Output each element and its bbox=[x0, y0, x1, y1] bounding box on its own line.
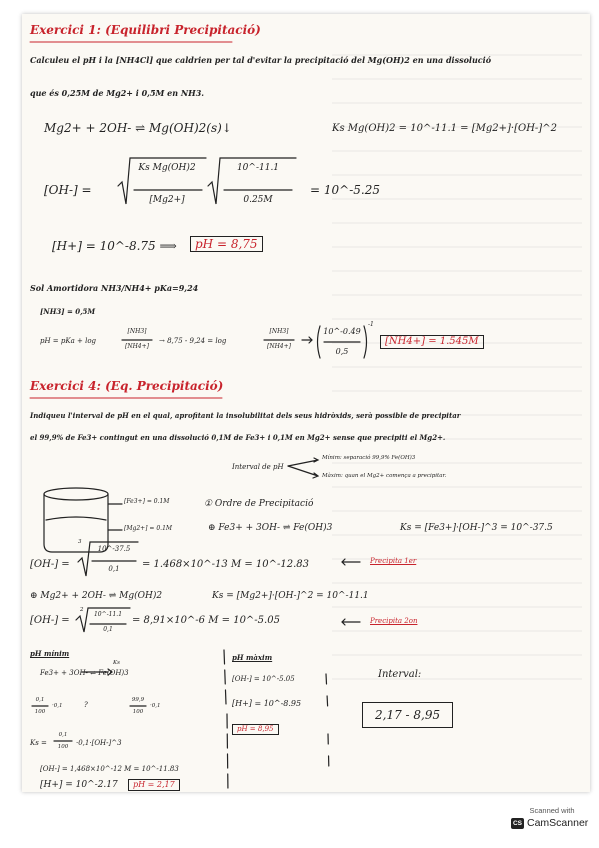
ex4-mg-concentration: [Mg2+] = 0.1M bbox=[124, 525, 173, 532]
ex1-frac1-den: [NH4+] bbox=[124, 343, 149, 350]
ex1-frac3-den: 0,5 bbox=[335, 347, 349, 356]
ex4-order-title: ① Ordre de Precipitació bbox=[204, 499, 314, 509]
beaker-rim bbox=[44, 488, 108, 500]
ex1-oh-numerator: Ks Mg(OH)2 bbox=[138, 163, 196, 173]
ex1-sqrt2 bbox=[208, 158, 296, 204]
ex4-oh1-lhs: [OH-] = bbox=[30, 559, 70, 570]
ex4-fe-ks: Ks = [Fe3+]·[OH-]^3 = 10^-37.5 bbox=[400, 523, 553, 533]
ex1-frac3-num: 10^-0.49 bbox=[323, 327, 361, 336]
camscanner-logo-icon: CS bbox=[512, 819, 523, 827]
ex1-ph-equation-lhs: pH = pKa + log bbox=[40, 337, 97, 345]
phmin-frac2-mult: ·0,1 bbox=[150, 703, 161, 709]
phmin-h: [H+] = 10^-2.17 bbox=[40, 780, 118, 790]
scanned-page bbox=[22, 14, 590, 792]
phmin-oh: [OH-] = 1,468×10^-12 M = 10^-11.83 bbox=[40, 765, 179, 773]
ex1-frac2-den: [NH4+] bbox=[266, 343, 291, 350]
ex4-oh2-root-index: 2 bbox=[80, 607, 84, 613]
ex4-interval-label: Interval de pH bbox=[232, 463, 284, 471]
ex1-sqrt1 bbox=[118, 158, 206, 204]
phmin-eq-arrow bbox=[82, 669, 112, 675]
ex1-oh-numerator-value: 10^-11.1 bbox=[236, 163, 280, 173]
handwriting-strokes bbox=[22, 14, 590, 792]
beaker-label-ticks bbox=[108, 504, 122, 530]
phmin-frac2-num: 99,9 bbox=[131, 697, 145, 703]
phmin-ks-rhs: ·0,1·[OH-]^3 bbox=[76, 739, 122, 747]
phmin-k-label: Ks bbox=[113, 660, 120, 666]
ex4-oh2-lhs: [OH-] = bbox=[30, 615, 70, 626]
ex1-oh-denominator: [Mg2+] bbox=[149, 195, 185, 205]
ex4-arrow-min bbox=[288, 458, 318, 466]
interval-title: Interval: bbox=[378, 669, 422, 680]
ex1-reaction: Mg2+ + 2OH- ⇌ Mg(OH)2(s)↓ bbox=[44, 121, 232, 135]
ex1-oh-denominator-value: 0.25M bbox=[243, 195, 273, 205]
precip-first-arrow bbox=[342, 559, 360, 565]
ex4-precip-second: Precipita 2on bbox=[370, 617, 418, 625]
phmin-ks-num: 0,1 bbox=[58, 732, 68, 738]
phmax-title: pH màxim bbox=[232, 653, 273, 662]
right-tick-marks bbox=[326, 674, 329, 774]
phmin-reaction: Fe3+ + 3OH- ⇌ Fe(OH)3 bbox=[40, 669, 129, 677]
ex4-arrow-max bbox=[288, 466, 318, 478]
ex1-oh-result: = 10^-5.25 bbox=[310, 183, 380, 197]
phmin-ks-lhs: Ks = bbox=[30, 739, 47, 747]
ex1-arrow bbox=[302, 337, 312, 343]
ex4-statement-line2: el 99,9% de Fe3+ contingut en una dissolució 0,1M de Fe3+ i 0,1M en Mg2+ sense que precipiti el Mg2+. bbox=[30, 433, 446, 442]
ex1-frac1-num: [NH3] bbox=[127, 328, 147, 335]
phmin-frac1-den: 100 bbox=[34, 709, 46, 715]
ex1-nh3-conc: [NH3] = 0,5M bbox=[40, 307, 96, 316]
ex1-statement-line1: Calculeu el pH i la [NH4Cl] que caldrien per tal d'evitar la precipitació del Mg(OH)2 en una dissolució bbox=[30, 55, 492, 65]
ex1-ks-expression: Ks Mg(OH)2 = 10^-11.1 = [Mg2+]·[OH-]^2 bbox=[332, 123, 557, 134]
ex1-ph-answer: pH = 8,75 bbox=[190, 236, 263, 252]
ex4-sqrt bbox=[76, 608, 130, 632]
camscanner-brand bbox=[511, 817, 593, 829]
phmin-question: ? bbox=[84, 701, 88, 709]
beaker-body bbox=[44, 494, 108, 552]
phmin-frac2-den: 100 bbox=[132, 709, 144, 715]
scanned-with-label: Scanned with bbox=[529, 806, 575, 815]
ex4-precip-first: Precipita 1er bbox=[370, 557, 417, 565]
ex4-minimum-note: Mínim: separació 99,9% Fe(OH)3 bbox=[322, 455, 416, 461]
ex4-title: Exercici 4: (Eq. Precipitació) bbox=[30, 379, 224, 393]
ex1-h-line: [H+] = 10^-8.75 ⟹ bbox=[52, 239, 177, 253]
ex1-statement-line2: que és 0,25M de Mg2+ i 0,5M en NH3. bbox=[30, 88, 205, 98]
ex1-frac2-num: [NH3] bbox=[269, 328, 289, 335]
precip-second-arrow bbox=[342, 619, 360, 625]
ex4-oh1-num: 10^-37.5 bbox=[97, 545, 131, 553]
ex4-oh1-den: 0,1 bbox=[108, 565, 120, 573]
ex1-oh-lhs: [OH-] = bbox=[44, 183, 92, 197]
ex4-mg-ks: Ks = [Mg2+]·[OH-]^2 = 10^-11.1 bbox=[212, 591, 369, 601]
ex4-oh2-num: 10^-11.1 bbox=[93, 611, 123, 618]
phmax-h: [H+] = 10^-8.95 bbox=[232, 699, 302, 708]
ex4-fe-reaction: ⊕ Fe3+ + 3OH- ⇌ Fe(OH)3 bbox=[208, 523, 333, 533]
ex4-oh2-den: 0,1 bbox=[103, 626, 113, 633]
phmin-frac1-mult: ·0,1 bbox=[52, 703, 63, 709]
phmax-answer: pH = 8,95 bbox=[232, 724, 279, 735]
beaker-liquid-line bbox=[46, 517, 106, 520]
ex1-exponent-minus-one: -1 bbox=[368, 321, 374, 328]
phmin-fraction-bars bbox=[32, 703, 146, 741]
ex4-statement-line1: Indiqueu l'interval de pH en el qual, aprofitant la insolubilitat dels seus hidròxids, serà possible de precipitar bbox=[30, 411, 461, 420]
ex4-maximum-note: Màxim: quan el Mg2+ comença a precipitar. bbox=[322, 473, 447, 479]
ex1-nh4-answer: [NH4+] = 1.545M bbox=[380, 335, 484, 349]
ex4-oh1-result: = 1.468×10^-13 M = 10^-12.83 bbox=[142, 559, 310, 570]
camscanner-watermark bbox=[511, 806, 593, 829]
column-divider bbox=[224, 650, 228, 792]
camscanner-brand-label: CamScanner bbox=[527, 817, 589, 829]
ex4-fe-concentration: [Fe3+] = 0.1M bbox=[124, 498, 170, 505]
ex1-title: Exercici 1: (Equilibri Precipitació) bbox=[30, 23, 261, 37]
phmax-oh: [OH-] = 10^-5.05 bbox=[232, 675, 295, 683]
phmin-title: pH mínim bbox=[30, 649, 70, 658]
ex4-oh1-root-index: 3 bbox=[78, 539, 82, 545]
phmin-frac1-num: 0,1 bbox=[35, 697, 45, 703]
phmin-answer: pH = 2,17 bbox=[128, 779, 180, 791]
ex4-oh2-result: = 8,91×10^-6 M = 10^-5.05 bbox=[132, 615, 280, 626]
interval-value: 2,17 - 8,95 bbox=[362, 702, 453, 728]
ex1-ph-equation-mid: → 8,75 - 9,24 = log bbox=[159, 337, 227, 345]
ex1-buffer-title: Sol Amortidora NH3/NH4+ pKa=9,24 bbox=[30, 283, 199, 293]
phmin-ks-den: 100 bbox=[57, 744, 69, 750]
ex4-mg-reaction: ⊕ Mg2+ + 2OH- ⇌ Mg(OH)2 bbox=[30, 591, 163, 601]
